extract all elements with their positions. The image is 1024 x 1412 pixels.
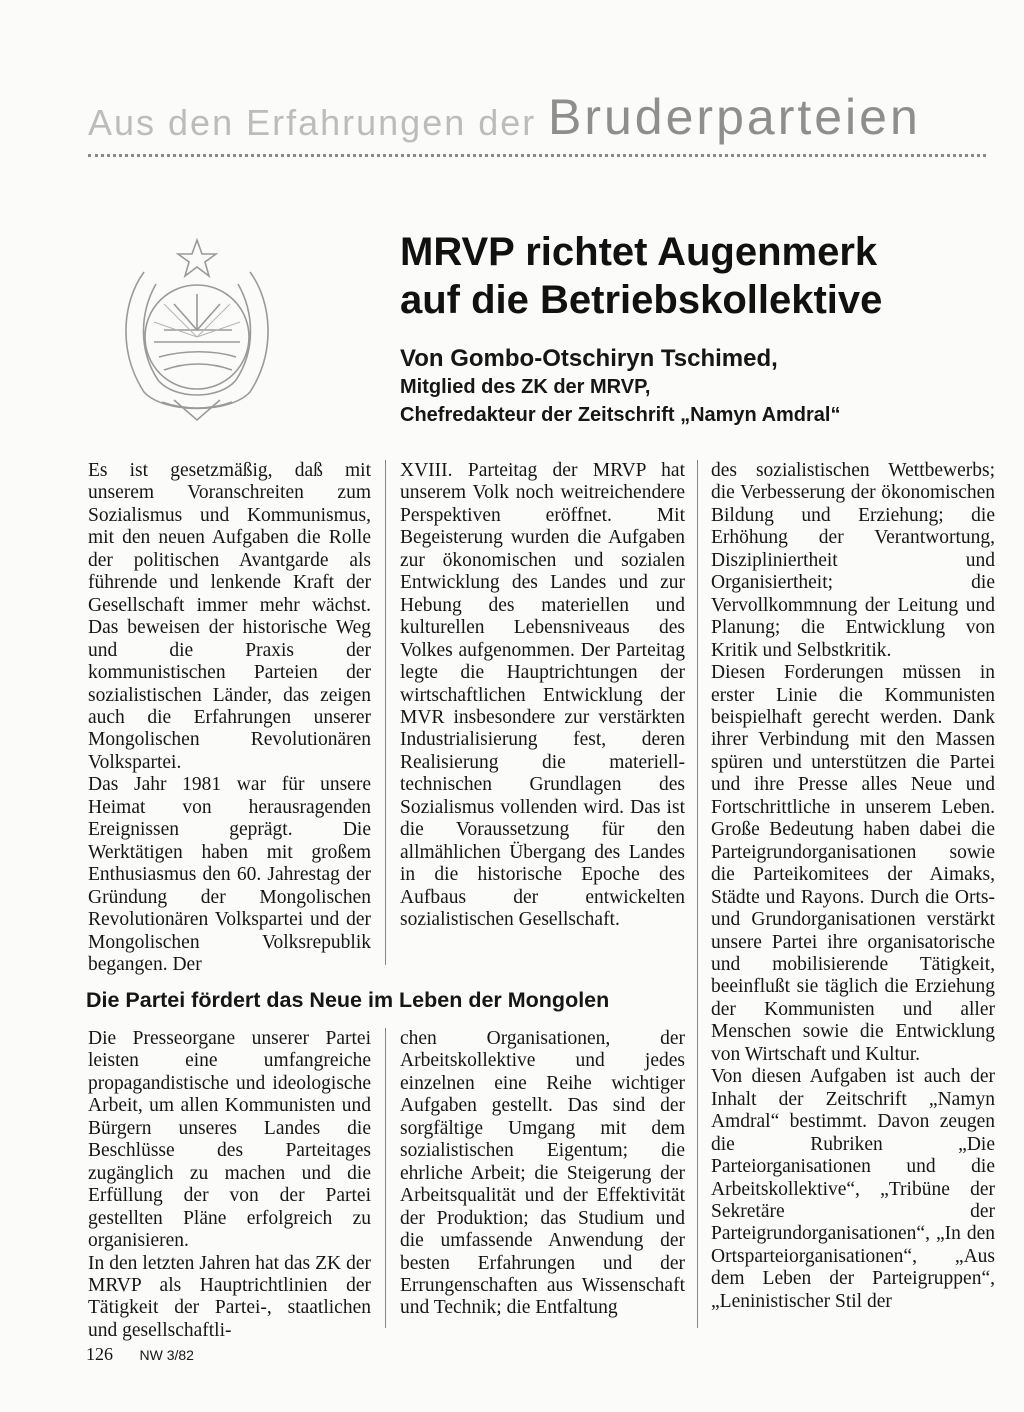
series-header-bold: Bruderparteien xyxy=(548,89,921,145)
edition-label: NW 3/82 xyxy=(139,1347,194,1363)
section-subheading: Die Partei fördert das Neue im Leben der Mongolen xyxy=(86,988,610,1012)
paragraph: Die Presseorgane unserer Partei leisten eine umfangreiche propagandistische und ideologische Arbeit, um allen Kommunisten und Bürgern unseres Landes die Beschlüsse des Parteitages zugänglich zu machen und die Erfüllung der von der Partei gestellten Pläne erfolgreich zu organisieren. xyxy=(88,1028,371,1252)
paragraph: Diesen Forderungen müssen in erster Linie die Kommunisten beispielhaft gerecht werden. Dank ihrer Verbindung mit den Massen spüren und unterstützen die Partei und ihre Presse alles Neue und Fortschrittliche in unserem Leben. Große Bedeutung haben dabei die Parteigrundorganisationen sowie die Parteikomitees der Aimaks, Städte und Rayons. Durch die Orts- und Grundorganisationen verstärkt unsere Partei ihre organisatorische und mobilisierende Tätigkeit, beeinflußt sie täglich die Erziehung der Kommunisten und aller Menschen sowie die Entwicklung von Wirtschaft und Kultur. xyxy=(711,662,995,1065)
column-divider xyxy=(385,460,386,965)
paragraph: In den letzten Jahren hat das ZK der MRVP als Hauptrichtlinien der Tätigkeit der Partei-, staatlichen und gesellschaftli- xyxy=(88,1252,371,1341)
text-column-1 xyxy=(88,460,371,975)
series-header xyxy=(88,88,988,146)
article-title xyxy=(400,228,1000,324)
author-block xyxy=(400,345,1000,429)
column-divider xyxy=(385,1028,386,1328)
author-name: Von Gombo-Otschiryn Tschimed, xyxy=(400,345,778,372)
title-line-2: auf die Betriebskollektive xyxy=(400,278,883,322)
author-role-2: Chefredakteur der Zeitschrift „Namyn Amdral“ xyxy=(400,404,841,426)
series-header-light: Aus den Erfahrungen der xyxy=(88,102,537,143)
header-divider xyxy=(88,154,986,157)
paragraph: XVIII. Parteitag der MRVP hat unserem Volk noch weitreichendere Perspektiven eröffnet. Mit Begeisterung wurden die Aufgaben zur ökonomischen und sozialen Entwicklung des Landes und zur Hebung des materiellen und kulturellen Lebensniveaus des Volkes aufgenommen. Der Parteitag legte die Hauptrichtungen der wirtschaftlichen Entwicklung der MVR insbesondere zur verstärkten Industrialisierung fest, deren Realisierung die materiell-technischen Grundlagen des Sozialismus vollenden wird. Das ist die Voraussetzung für den allmählichen Übergang des Landes in die historische Epoche des Aufbaus der entwickelten sozialistischen Gesellschaft. xyxy=(400,460,685,931)
paragraph: chen Organisationen, der Arbeitskollektive und jedes einzelnen eine Reihe wichtiger Aufgaben gestellt. Das sind der sorgfältige Umgang mit dem sozialistischen Eigentum; die ehrliche Arbeit; die Steigerung der Arbeitsqualität und der Effektivität der Produktion; das Studium und die umfassende Anwendung der besten Erfahrungen und der Errungenschaften aus Wissenschaft und Technik; die Entfaltung xyxy=(400,1028,685,1319)
column-divider xyxy=(697,460,698,1328)
paragraph: Es ist gesetzmäßig, daß mit unserem Voranschreiten zum Sozialismus und Kommunismus, mit den neuen Aufgaben die Rolle der politischen Avantgarde als führende und lenkende Kraft der Gesellschaft immer mehr wächst. Das beweisen der historische Weg und die Praxis der kommunistischen Parteien der sozialistischen Länder, das zeigen auch die Erfahrungen unserer Mongolischen Revolutionären Volkspartei. xyxy=(88,460,371,773)
page-number: 126 xyxy=(86,1344,113,1364)
paragraph: Das Jahr 1981 war für unsere Heimat von herausragenden Ereignissen geprägt. Die Werktätigen haben mit großem Enthusiasmus den 60. Jahrestag der Gründung der Mongolischen Revolutionären Volkspartei und der Mongolischen Volksrepublik begangen. Der xyxy=(88,774,371,975)
page-footer xyxy=(86,1344,194,1365)
title-line-1: MRVP richtet Augenmerk xyxy=(400,230,878,274)
text-column-3 xyxy=(711,460,995,1312)
author-role-1: Mitglied des ZK der MRVP, xyxy=(400,376,651,398)
text-column-5 xyxy=(400,1028,685,1328)
text-column-2 xyxy=(400,460,685,970)
text-column-4 xyxy=(88,1028,371,1341)
paragraph: Von diesen Aufgaben ist auch der Inhalt der Zeitschrift „Namyn Amdral“ bestimmt. Davon zeugen die Rubriken „Die Parteiorganisationen und die Arbeitskollektive“, „Tribüne der Sekretäre der Parteigrundorganisationen“, „In den Ortsparteiorganisationen“, „Aus dem Leben der Parteigruppen“, „Leninistischer Stil der xyxy=(711,1066,995,1312)
state-emblem-icon xyxy=(104,232,290,428)
paragraph: des sozialistischen Wettbewerbs; die Verbesserung der ökonomischen Bildung und Erziehung; die Erhöhung der Verantwortung, Diszipliniertheit und Organisiertheit; die Vervollkommnung der Leitung und Planung; die Entwicklung von Kritik und Selbstkritik. xyxy=(711,460,995,661)
